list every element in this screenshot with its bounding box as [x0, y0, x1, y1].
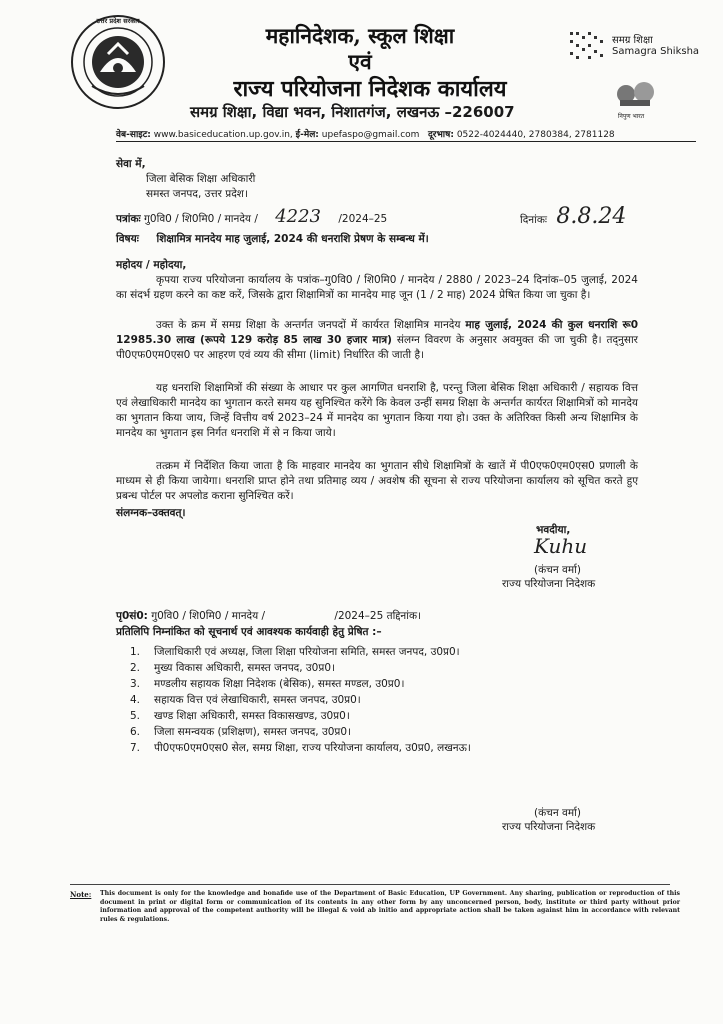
copy-heading: प्रतिलिपि निम्नांकित को सूचनार्थ एवं आवश्यक कार्यवाही हेतु प्रेषित :–	[116, 626, 382, 638]
signer-name: (कंचन वर्मा)	[534, 564, 581, 576]
list-item: 7. पी0एफ0एम0एस0 सेल, समग्र शिक्षा, राज्य परियोजना कार्यालय, उ0प्र0, लखनऊ।	[130, 742, 471, 754]
ref-label: पत्रांकः	[116, 213, 141, 225]
date-handwritten: 8.8.24	[556, 204, 627, 229]
date-line	[520, 204, 627, 229]
list-item: 1. जिलाधिकारी एवं अध्यक्ष, जिला शिक्षा परियोजना समिति, समस्त जनपद, उ0प्र0।	[130, 646, 460, 658]
phone-label: दूरभाष:	[428, 130, 454, 140]
samagra-logo-en: Samagra Shiksha	[612, 46, 700, 57]
ref-text: गु0वि0 / शि0मि0 / मानदेय /	[144, 213, 258, 225]
to-line2: समस्त जनपद, उत्तर प्रदेश।	[146, 188, 248, 200]
samagra-shiksha-logo-icon	[568, 30, 608, 64]
footer-divider	[70, 884, 670, 885]
signer-title: राज्य परियोजना निदेशक	[502, 578, 596, 590]
nipun-bharat-text: निपुण भारत	[618, 113, 645, 120]
samagra-logo-hi: समग्र शिक्षा	[612, 35, 653, 46]
list-item: 5. खण्ड शिक्षा अधिकारी, समस्त विकासखण्ड, उ0प्र0।	[130, 710, 350, 722]
ref-year: /2024–25	[338, 213, 388, 225]
signature: Kuhu	[534, 534, 588, 558]
contact-line	[116, 127, 615, 140]
copy-list	[130, 645, 471, 757]
samagra-shiksha-logo	[568, 28, 708, 68]
list-item: 2. मुख्य विकास अधिकारी, समस्त जनपद, उ0प्र0।	[130, 662, 335, 674]
header-title-line3: राज्य परियोजना निदेशक कार्यालय	[233, 76, 507, 102]
footer-note-label: Note:	[70, 890, 92, 899]
para2-amount: माह जुलाई, 2024 की कुल धनराशि रू0 12985.30 लाख (रूपये 129 करोड़ 85 लाख 30 हजार मात्र)	[116, 319, 639, 346]
header-address: समग्र शिक्षा, विद्या भवन, निशातगंज, लखनऊ –226007	[190, 103, 515, 121]
nipun-bharat-logo	[614, 80, 664, 126]
email-link[interactable]: upefaspo@gmail.com	[321, 130, 420, 140]
salutation: महोदय / महोदया,	[116, 259, 187, 271]
copy-ref-label: पृ0सं0:	[116, 610, 148, 622]
para2-end: संलग्न विवरण के अनुसार अवमुक्त की जा चुकी है। तद्नुसार पी0एफ0एम0एस0 पर आहरण एवं व्यय की सीमा (limit) निर्धारित की जाती है।	[116, 334, 638, 361]
phone-number: 0522-4024440, 2780384, 2781128	[456, 130, 615, 140]
website-link[interactable]: www.basiceducation.up.gov.in,	[153, 130, 293, 140]
paragraph-1: कृपया राज्य परियोजना कार्यालय के पत्रांक–गु0वि0 / शि0मि0 / मानदेय / 2880 / 2023–24 दिनांक–05 जुलाई, 2024 का संदर्भ ग्रहण करने का कष्ट करें, जिसके द्वारा शिक्षामित्रों का मानदेय माह जून (1 / 2 माह) 2024 प्रेषित किया जा चुका है।	[116, 274, 638, 301]
copy-ref-year: /2024–25 तद्दिनांक।	[334, 610, 421, 622]
footer-note-text: This document is only for the knowledge and bonafide use of the Department of Basic Education, UP Government. Any sharing, publication or reproduction of this document in print or digital form or communication of its contents in any other form by any unconcerned person, body, institute or third party without prior information and approval of the competent authority will be illegal & void ab initio and appropriate action shall be taken against him in accordance with relevant rules & regulations.	[100, 890, 680, 923]
enclosure: संलग्नक–उक्तवत्।	[116, 507, 186, 519]
paragraph-2	[116, 318, 638, 363]
header-title-line2: एवं	[348, 49, 372, 74]
date-label: दिनांकः	[520, 214, 548, 226]
copy-reference-line	[116, 609, 421, 624]
copy-signer-title: राज्य परियोजना निदेशक	[502, 821, 596, 833]
ref-number-handwritten: 4223	[275, 206, 322, 227]
paragraph-4: तत्क्रम में निर्देशित किया जाता है कि माहवार मानदेय का भुगतान सीधे शिक्षामित्रों के खातें में पी0एफ0एम0एस0 प्रणाली के माध्यम से ही किया जायेगा। धनराशि प्राप्त होने तथा प्रतिमाह व्यय / अवशेष की सूचना से राज्य परियोजना कार्यालय को सूचित करते हुए प्रबन्ध पोर्टल पर अपलोड कराना सुनिश्चित करें।	[116, 460, 638, 502]
closing: भवदीया,	[536, 524, 571, 536]
website-label: वेब-साइट:	[116, 130, 151, 140]
subject-text: शिक्षामित्र मानदेय माह जुलाई, 2024 की धनराशि प्रेषण के सम्बन्ध में।	[156, 233, 429, 245]
email-label: ई-मेल:	[295, 130, 319, 140]
header-title-line1: महानिदेशक, स्कूल शिक्षा	[265, 23, 455, 48]
paragraph-3: यह धनराशि शिक्षामित्रों की संख्या के आधार पर कुल आगणित धनराशि है, परन्तु जिला बेसिक शिक्षा अधिकारी / सहायक वित्त एवं लेखाधिकारी मानदेय का भुगतान करते समय यह सुनिश्चित करेंगे कि केवल उन्हीं समग्र शिक्षा के अन्तर्गत कार्यरत शिक्षामित्रों को मानदेय का भुगतान किया जाय, जिन्हें वित्तीय वर्ष 2023–24 में मानदेय का भुगतान किया गया हो। उक्त के अतिरिक्त किसी अन्य शिक्षामित्र के मानदेय का भुगतान इस निर्गत धनराशि में से न किया जाये।	[116, 382, 638, 439]
nipun-bharat-logo-icon	[614, 80, 660, 110]
to-line1: जिला बेसिक शिक्षा अधिकारी	[146, 173, 256, 185]
reference-line	[116, 206, 388, 227]
subject-line	[116, 232, 429, 247]
para2-start: उक्त के क्रम में समग्र शिक्षा के अन्तर्गत जनपदों में कार्यरत शिक्षामित्र मानदेय	[156, 319, 461, 331]
emblem-text: उत्तर प्रदेश सरकार	[96, 17, 140, 25]
to-label: सेवा में,	[116, 158, 146, 170]
copy-signer-name: (कंचन वर्मा)	[534, 807, 581, 819]
list-item: 3. मण्डलीय सहायक शिक्षा निदेशक (बेसिक), समस्त मण्डल, उ0प्र0।	[130, 678, 405, 690]
copy-ref-text: गु0वि0 / शि0मि0 / मानदेय /	[151, 610, 266, 622]
header-divider	[116, 141, 696, 142]
subject-label: विषयः	[116, 233, 139, 245]
list-item: 6. जिला समन्वयक (प्रशिक्षण), समस्त जनपद, उ0प्र0।	[130, 726, 352, 738]
list-item: 4. सहायक वित्त एवं लेखाधिकारी, समस्त जनपद, उ0प्र0।	[130, 694, 361, 706]
